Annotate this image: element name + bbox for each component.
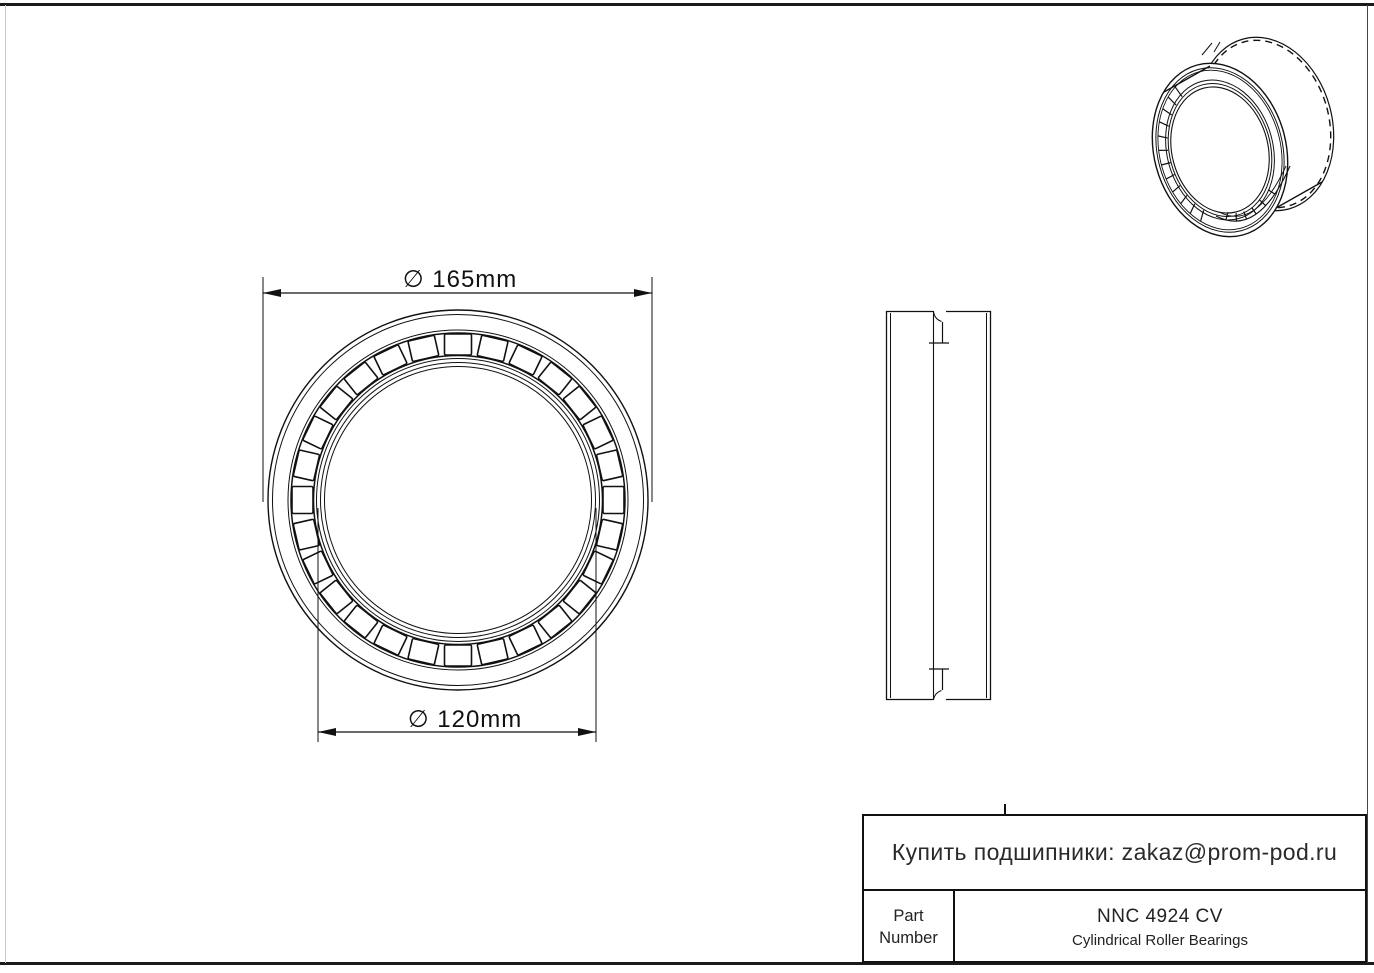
arrowhead-left	[263, 289, 281, 297]
inner-raceway-circle	[317, 359, 600, 642]
contact-row	[864, 816, 1365, 891]
iso-detail-mark-1	[1202, 43, 1212, 55]
roller-inner-track-circle	[314, 356, 603, 645]
roller	[538, 362, 572, 395]
part-number-row	[864, 891, 1365, 963]
side-top-fillet	[934, 312, 942, 322]
roller	[344, 605, 378, 638]
bore-chamfer-circle	[325, 367, 592, 634]
part-number: NNC 4924 CV	[1097, 905, 1223, 927]
outer-diameter-dimension	[263, 266, 652, 502]
part-type: Cylindrical Roller Bearings	[1072, 931, 1248, 949]
iso-detail-mark-2	[1214, 42, 1220, 52]
part-number-cell	[955, 891, 1365, 963]
roller	[563, 386, 596, 420]
outer-diameter-label: ∅ 165mm	[402, 266, 518, 293]
contact-text: Купить подшипники: zakaz@prom-pod.ru	[891, 839, 1338, 865]
part-number-label: Part Number	[864, 891, 955, 963]
iso-front-face	[1133, 48, 1306, 252]
arrowhead-right	[634, 289, 652, 297]
title-block	[862, 814, 1367, 963]
arrowhead-left	[318, 728, 336, 736]
roller	[320, 580, 353, 614]
roller	[563, 580, 596, 614]
front-view	[268, 310, 648, 690]
side-bottom-fillet	[934, 691, 942, 701]
arrowhead-right	[578, 728, 596, 736]
iso-view	[1133, 22, 1352, 252]
roller	[603, 487, 624, 514]
outer-raceway-circle	[288, 330, 628, 670]
roller	[320, 386, 353, 420]
roller	[344, 362, 378, 395]
roller	[538, 605, 572, 638]
roller	[445, 334, 472, 355]
outer-ring-chamfer-circle	[273, 315, 644, 686]
roller	[445, 645, 472, 666]
roller-set	[292, 334, 624, 666]
bore-diameter-label: ∅ 120mm	[407, 706, 523, 733]
roller	[292, 487, 313, 514]
bore-circle	[321, 363, 596, 638]
side-view	[886, 311, 991, 700]
roller-outer-track-circle	[291, 333, 625, 667]
